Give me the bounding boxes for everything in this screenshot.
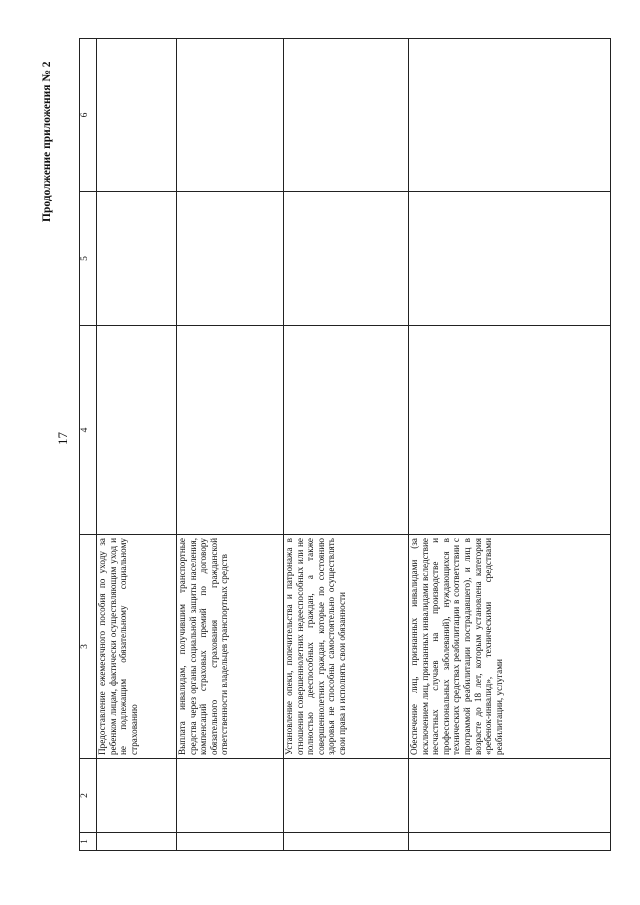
table-cell xyxy=(177,759,284,833)
table-cell xyxy=(409,192,611,326)
table-cell xyxy=(284,192,409,326)
table-cell xyxy=(409,759,611,833)
table-row xyxy=(284,39,409,851)
column-header-5: 5 xyxy=(80,192,97,326)
table-row xyxy=(97,39,177,851)
table-header-row xyxy=(80,39,97,851)
table-cell xyxy=(177,39,284,192)
table-cell xyxy=(177,192,284,326)
continuation-title: Продолжение приложения № 2 xyxy=(41,61,53,222)
table-cell xyxy=(177,833,284,851)
table-cell xyxy=(409,833,611,851)
page-number: 17 xyxy=(55,432,70,445)
services-table xyxy=(79,38,611,851)
table-cell xyxy=(284,833,409,851)
service-description: Предоставление ежемесячного пособия по уходу за ребенком лицам, фактически осуществляющим уход и не подлежащим обязательному социальному страхованию xyxy=(97,535,177,759)
table-row xyxy=(177,39,284,851)
column-header-6: 6 xyxy=(80,39,97,192)
column-header-2: 2 xyxy=(80,759,97,833)
table-row xyxy=(409,39,611,851)
column-header-1: 1 xyxy=(80,833,97,851)
table-cell xyxy=(97,759,177,833)
table-cell xyxy=(97,39,177,192)
table-cell xyxy=(409,326,611,535)
rotated-table-container xyxy=(79,39,609,851)
table-cell xyxy=(284,39,409,192)
column-header-3: 3 xyxy=(80,535,97,759)
table-cell xyxy=(409,39,611,192)
table-cell xyxy=(177,326,284,535)
table-cell xyxy=(284,326,409,535)
column-header-4: 4 xyxy=(80,326,97,535)
service-description: Выплата инвалидам, получившим транспортные средства через органы социальной защиты населения, компенсаций страховых премий по договору обязательного страхования гражданской ответственности владельцев транспортных средств xyxy=(177,535,284,759)
service-description: Обеспечение лиц, признанных инвалидами (за исключением лиц, признанных инвалидами вследствие несчастных случаев на производстве и профессиональных заболеваний), нуждающихся в технических средствах реабилитации в соответствии с программой реабилитации пострадавшего), и лиц в возрасте до 18 лет, которым установлена категория «ребенок-инвалид», техническими средствами реабилитации, услугами xyxy=(409,535,611,759)
table-cell xyxy=(97,326,177,535)
service-description: Установление опеки, попечительства и патронажа в отношении совершеннолетних недееспособных или не полностью дееспособных граждан, а также совершеннолетних граждан, которые по состоянию здоровья не способны самостоятельно осуществлять свои права и исполнять свои обязанности xyxy=(284,535,409,759)
table-cell xyxy=(97,833,177,851)
table-cell xyxy=(97,192,177,326)
table-cell xyxy=(284,759,409,833)
